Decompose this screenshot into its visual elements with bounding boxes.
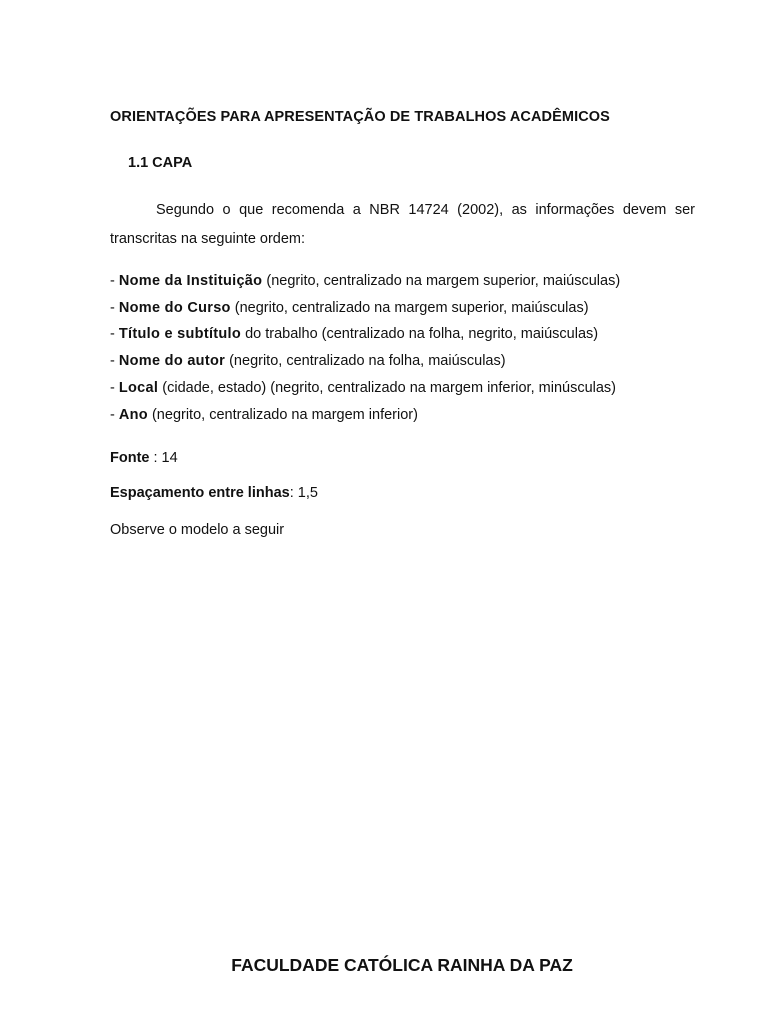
observe-note: Observe o modelo a seguir <box>110 522 285 538</box>
list-item <box>110 375 620 402</box>
item-prefix: - <box>110 406 119 423</box>
list-item <box>110 295 620 322</box>
item-description: (negrito, centralizado na margem superior, maiúsculas) <box>262 273 621 289</box>
item-prefix: - <box>110 353 119 370</box>
intro-paragraph: Segundo o que recomenda a NBR 14724 (2002), as informações devem ser transcritas na seguinte ordem: <box>110 202 695 247</box>
item-description: (negrito, centralizado na margem inferior) <box>147 406 418 423</box>
item-prefix: - <box>110 273 119 289</box>
list-item <box>110 402 620 429</box>
item-prefix: - <box>110 379 119 396</box>
list-item <box>110 321 620 348</box>
item-description: (cidade, estado) (negrito, centralizado na margem inferior, minúsculas) <box>158 379 617 396</box>
line-spacing-spec <box>110 485 318 501</box>
item-bold-term: Ano <box>118 406 148 423</box>
item-description: (negrito, centralizado na margem superior, maiúsculas) <box>230 299 589 316</box>
item-bold-term: Nome da Instituição <box>118 273 263 289</box>
item-bold-term: Título e subtítulo <box>118 326 242 343</box>
line-spacing-label: Espaçamento entre linhas <box>110 485 290 501</box>
font-spec-label: Fonte <box>110 450 150 466</box>
item-bold-term: Nome do Curso <box>118 299 231 316</box>
list-item <box>110 348 620 375</box>
item-description: do trabalho (centralizado na folha, negrito, maiúsculas) <box>241 326 599 343</box>
item-prefix: - <box>110 299 119 316</box>
section-heading: 1.1 CAPA <box>128 155 193 171</box>
line-spacing-value: : 1,5 <box>289 485 318 501</box>
document-title: ORIENTAÇÕES PARA APRESENTAÇÃO DE TRABALHOS ACADÊMICOS <box>110 109 610 125</box>
list-item <box>110 268 620 295</box>
item-bold-term: Nome do autor <box>118 353 226 370</box>
font-spec-value: : 14 <box>149 450 178 466</box>
cover-items-list <box>110 268 620 428</box>
item-prefix: - <box>110 326 119 343</box>
institution-name: FACULDADE CATÓLICA RAINHA DA PAZ <box>231 955 573 975</box>
item-description: (negrito, centralizado na folha, maiúsculas) <box>225 353 506 370</box>
font-spec <box>110 450 178 466</box>
item-bold-term: Local <box>118 379 159 396</box>
